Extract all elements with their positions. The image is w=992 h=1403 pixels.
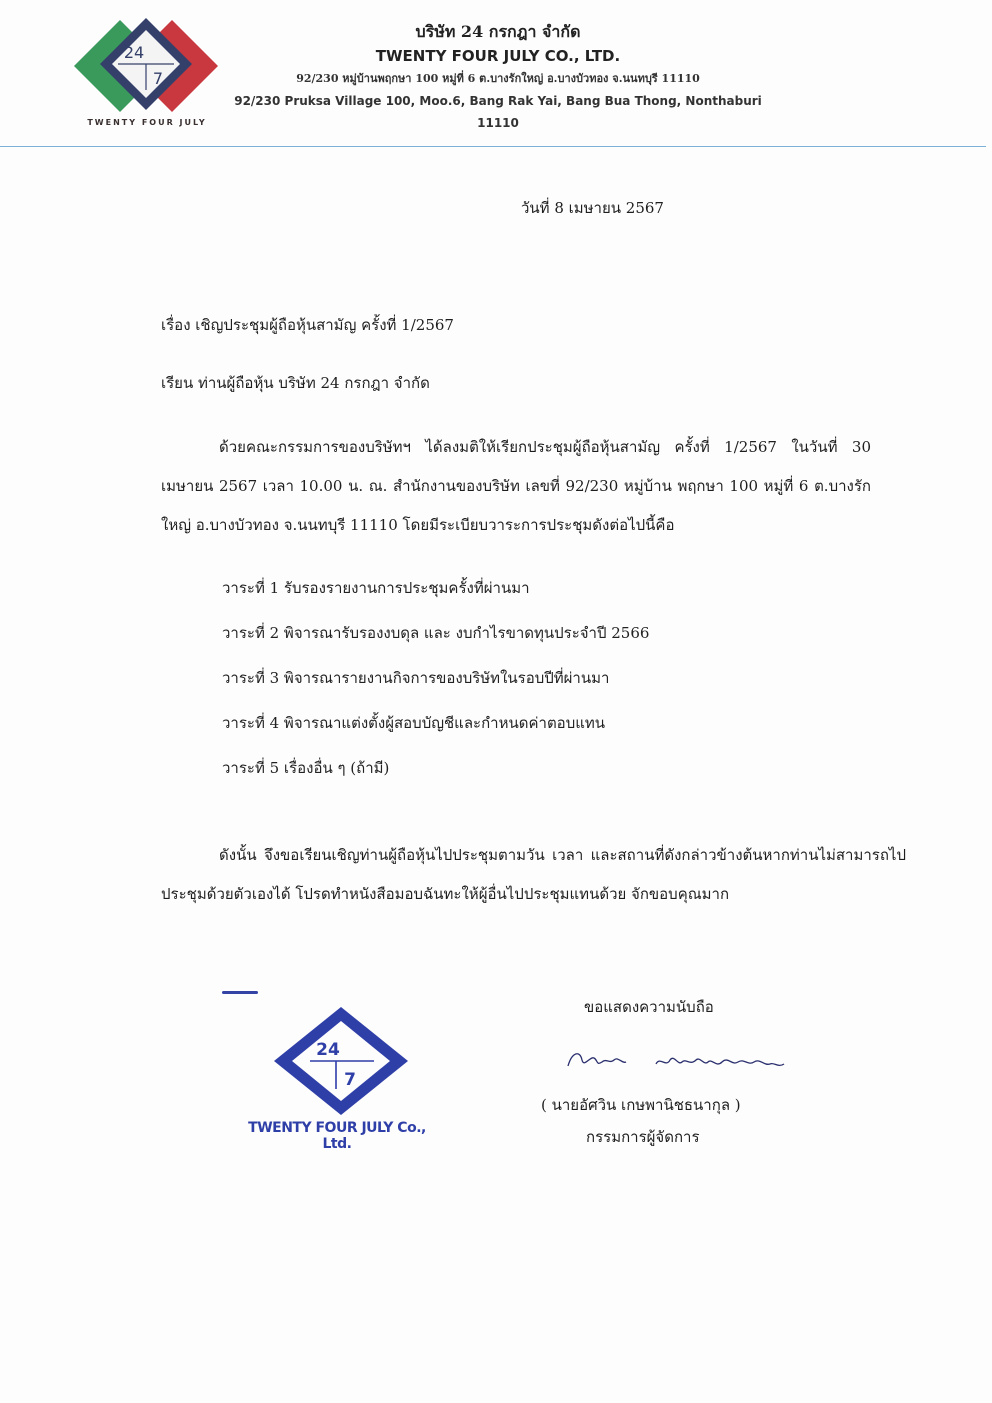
handwritten-signature — [562, 1044, 794, 1076]
agenda-list — [222, 566, 649, 791]
agenda-item: วาระที่ 3 พิจารณารายงานกิจการของบริษัทในรอบปีที่ผ่านมา — [222, 669, 610, 687]
stamp-number-top: 24 — [316, 1040, 340, 1060]
letter-salutation: เรียน ท่านผู้ถือหุ้น บริษัท 24 กรกฎา จำกัด — [161, 374, 430, 392]
stamp-ink-mark — [222, 991, 258, 994]
signer-position: กรรมการผู้จัดการ — [586, 1128, 700, 1146]
stamp-number-bottom: 7 — [344, 1070, 356, 1090]
letter-paragraph-1: ด้วยคณะกรรมการของบริษัทฯ ได้ลงมติให้เรียกประชุมผู้ถือหุ้นสามัญ ครั้งที่ 1/2567 ในวันที่ 30 เมษายน 2567 เวลา 10.00 น. ณ. สำนักงานของบริษัท เลขที่ 92/230 หมู่บ้าน พฤกษา 100 หมู่ที่ 6 ต.บางรักใหญ่ อ.บางบัวทอง จ.นนทบุรี 11110 โดยมีระเบียบวาระการประชุมดังต่อไปนี้คือ — [161, 438, 871, 534]
letterhead-divider — [0, 146, 986, 147]
company-name-en: TWENTY FOUR JULY CO., LTD. — [375, 47, 621, 65]
letter-date: วันที่ 8 เมษายน 2567 — [521, 199, 664, 217]
logo-number-bottom: 7 — [152, 69, 164, 88]
logo-caption: TWENTY FOUR JULY — [87, 118, 207, 127]
letterhead-text — [228, 20, 768, 134]
agenda-item: วาระที่ 5 เรื่องอื่น ๆ (ถ้ามี) — [222, 759, 390, 777]
company-logo — [72, 16, 222, 132]
letter-paragraph-2: ดังนั้น จึงขอเรียนเชิญท่านผู้ถือหุ้นไปประชุมตามวัน เวลา และสถานที่ดังกล่าวข้างต้นหากท่านไม่สามารถไปประชุมด้วยตัวเองได้ โปรดทำหนังสือมอบฉันทะให้ผู้อื่นไปประชุมแทนด้วย จักขอบคุณมาก — [161, 846, 906, 903]
company-name-th: บริษัท 24 กรกฎา จำกัด — [415, 22, 581, 41]
stamp-caption: TWENTY FOUR JULY Co., Ltd. — [248, 1120, 426, 1152]
closing-line: ขอแสดงความนับถือ — [584, 998, 714, 1016]
agenda-item: วาระที่ 2 พิจารณารับรองงบดุล และ งบกำไรขาดทุนประจำปี 2566 — [222, 624, 650, 642]
company-address-th: 92/230 หมู่บ้านพฤกษา 100 หมู่ที่ 6 ต.บางรักใหญ่ อ.บางบัวทอง จ.นนทบุรี 11110 — [296, 72, 700, 85]
logo-number-top: 24 — [123, 43, 145, 62]
company-address-en: 92/230 Pruksa Village 100, Moo.6, Bang Rak Yai, Bang Bua Thong, Nonthaburi 11110 — [234, 94, 762, 130]
signer-name: ( นายอัศวิน เกษพานิชธนากุล ) — [541, 1096, 741, 1114]
company-stamp — [270, 1005, 412, 1117]
agenda-item: วาระที่ 1 รับรองรายงานการประชุมครั้งที่ผ่านมา — [222, 579, 530, 597]
agenda-item: วาระที่ 4 พิจารณาแต่งตั้งผู้สอบบัญชีและกำหนดค่าตอบแทน — [222, 714, 606, 732]
letter-subject: เรื่อง เชิญประชุมผู้ถือหุ้นสามัญ ครั้งที่ 1/2567 — [161, 316, 454, 334]
